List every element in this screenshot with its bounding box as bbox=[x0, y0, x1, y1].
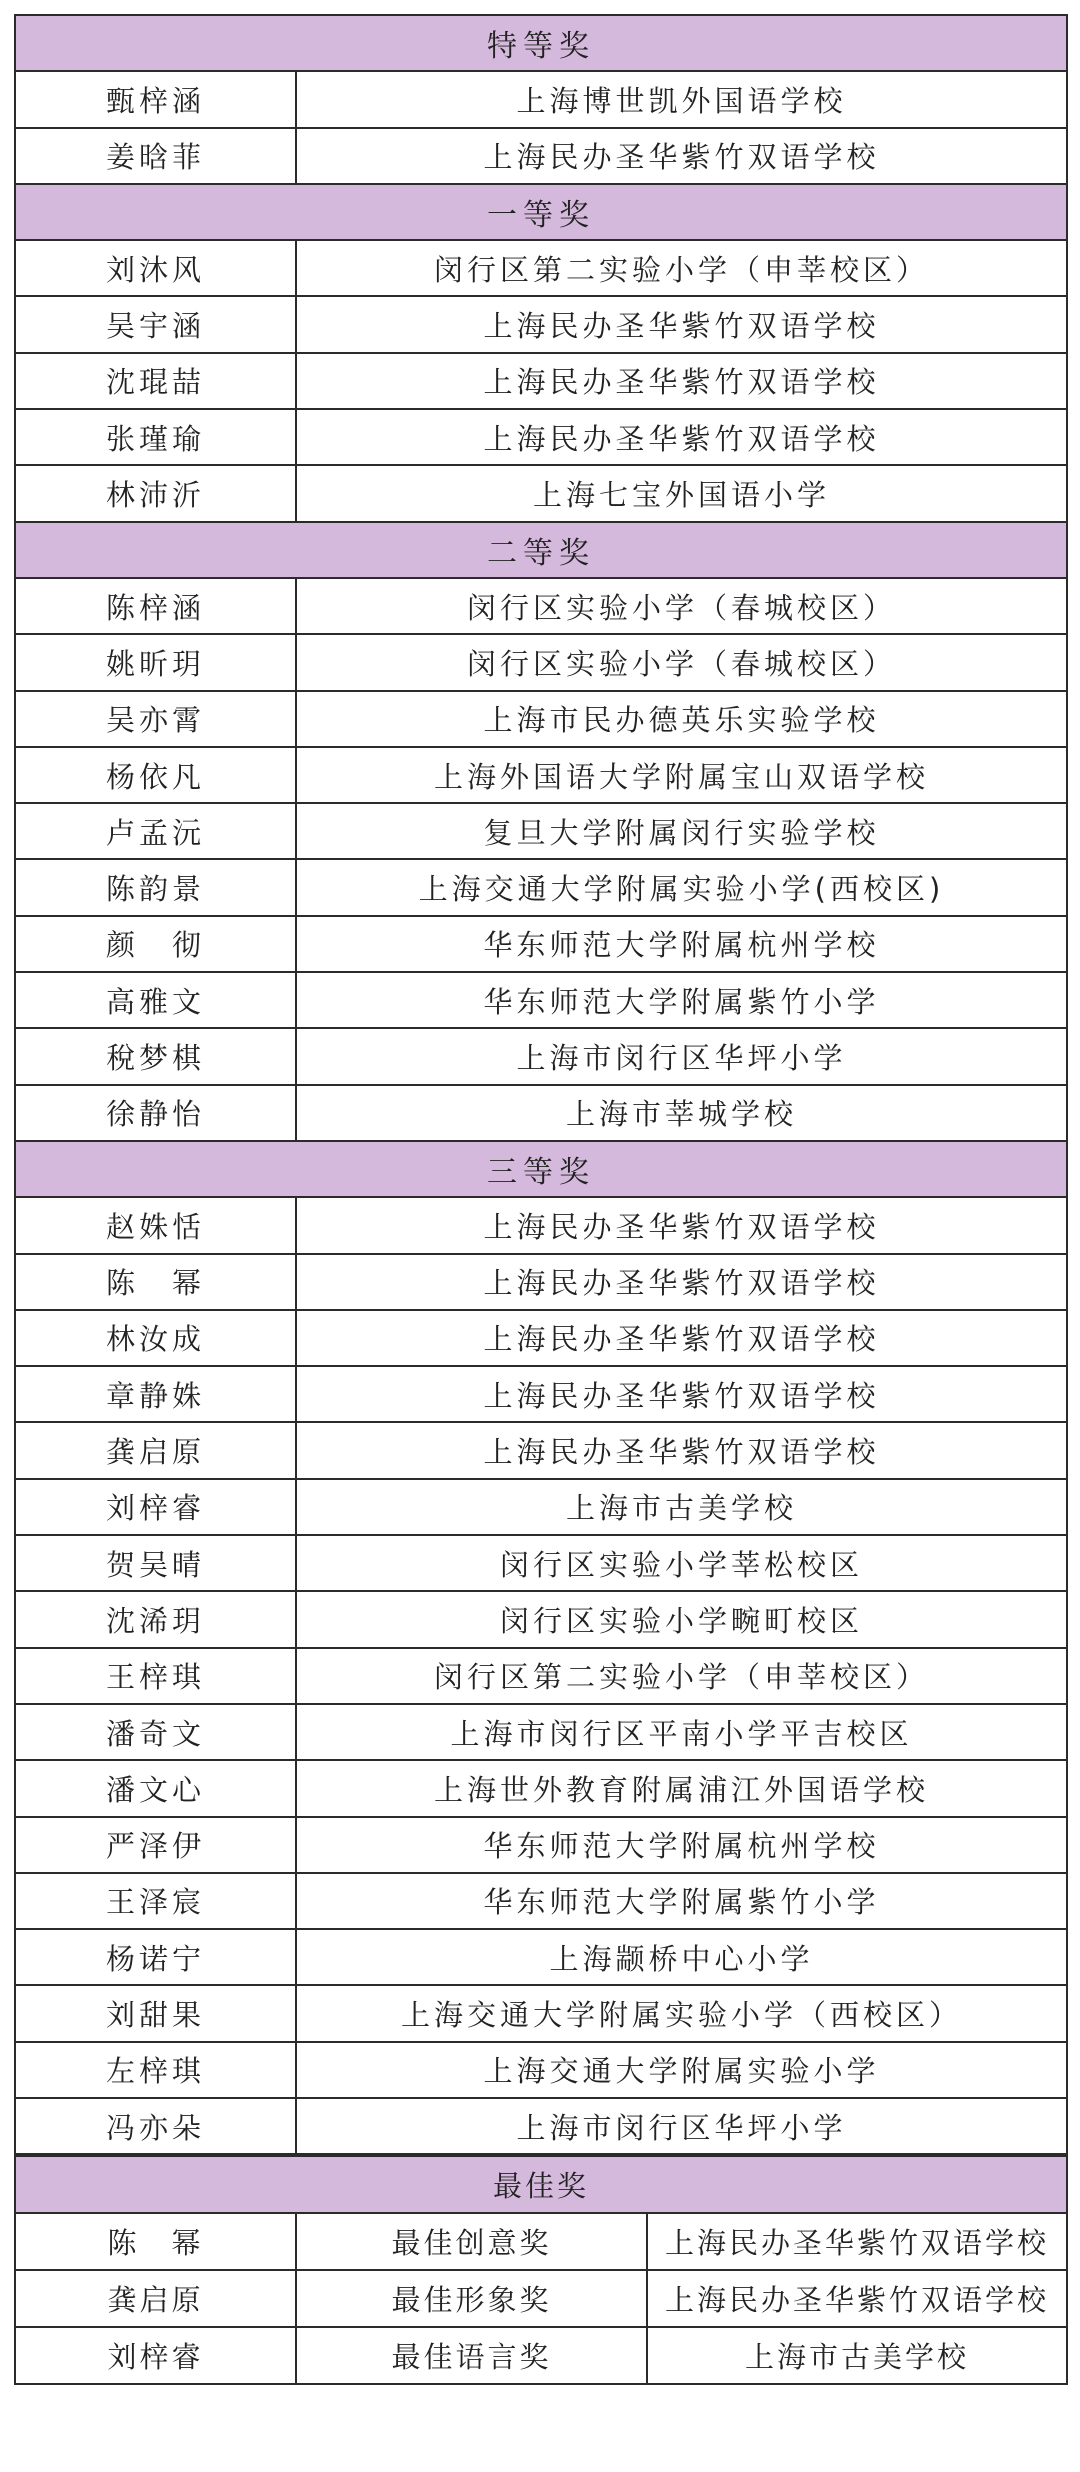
student-name: 龚启原 bbox=[15, 2270, 296, 2327]
student-name: 陈 幂 bbox=[15, 2213, 296, 2270]
section-header-best bbox=[15, 2156, 1067, 2213]
student-name: 甄梓涵 bbox=[15, 71, 296, 127]
table-row bbox=[15, 296, 1067, 352]
school-name: 上海民办圣华紫竹双语学校 bbox=[647, 2270, 1067, 2327]
school-name: 华东师范大学附属杭州学校 bbox=[296, 916, 1067, 972]
school-name: 上海民办圣华紫竹双语学校 bbox=[296, 353, 1067, 409]
school-name: 闵行区实验小学畹町校区 bbox=[296, 1591, 1067, 1647]
section-title: 三等奖 bbox=[15, 1141, 1067, 1197]
table-row bbox=[15, 1535, 1067, 1591]
student-name: 龚启原 bbox=[15, 1422, 296, 1478]
table-row bbox=[15, 747, 1067, 803]
student-name: 高雅文 bbox=[15, 972, 296, 1028]
award-name: 最佳形象奖 bbox=[296, 2270, 647, 2327]
school-name: 上海交通大学附属实验小学 bbox=[296, 2042, 1067, 2098]
table-row bbox=[15, 1310, 1067, 1366]
school-name: 闵行区第二实验小学（申莘校区） bbox=[296, 1648, 1067, 1704]
table-row bbox=[15, 1085, 1067, 1141]
section-title: 一等奖 bbox=[15, 184, 1067, 240]
student-name: 刘甜果 bbox=[15, 1985, 296, 2041]
table-row bbox=[15, 1479, 1067, 1535]
table-row bbox=[15, 1254, 1067, 1310]
table-row bbox=[15, 1648, 1067, 1704]
table-row bbox=[15, 2213, 1067, 2270]
school-name: 上海世外教育附属浦江外国语学校 bbox=[296, 1760, 1067, 1816]
section-header bbox=[15, 184, 1067, 240]
student-name: 林沛沂 bbox=[15, 465, 296, 521]
table-row bbox=[15, 859, 1067, 915]
school-name: 上海颛桥中心小学 bbox=[296, 1929, 1067, 1985]
school-name: 上海外国语大学附属宝山双语学校 bbox=[296, 747, 1067, 803]
school-name: 上海民办圣华紫竹双语学校 bbox=[647, 2213, 1067, 2270]
school-name: 上海市民办德英乐实验学校 bbox=[296, 691, 1067, 747]
student-name: 林汝成 bbox=[15, 1310, 296, 1366]
table-row bbox=[15, 1197, 1067, 1253]
table-row bbox=[15, 128, 1067, 184]
table-row bbox=[15, 578, 1067, 634]
school-name: 上海民办圣华紫竹双语学校 bbox=[296, 1366, 1067, 1422]
student-name: 赵姝恬 bbox=[15, 1197, 296, 1253]
school-name: 闵行区实验小学莘松校区 bbox=[296, 1535, 1067, 1591]
table-row bbox=[15, 1760, 1067, 1816]
school-name: 上海市闵行区华坪小学 bbox=[296, 1028, 1067, 1084]
table-row bbox=[15, 2098, 1067, 2154]
student-name: 刘沐风 bbox=[15, 240, 296, 296]
table-row bbox=[15, 353, 1067, 409]
student-name: 严泽伊 bbox=[15, 1817, 296, 1873]
section-header bbox=[15, 15, 1067, 71]
student-name: 卢孟沅 bbox=[15, 803, 296, 859]
table-row bbox=[15, 972, 1067, 1028]
school-name: 上海民办圣华紫竹双语学校 bbox=[296, 296, 1067, 352]
award-name: 最佳语言奖 bbox=[296, 2327, 647, 2384]
student-name: 王泽宸 bbox=[15, 1873, 296, 1929]
school-name: 上海博世凯外国语学校 bbox=[296, 71, 1067, 127]
student-name: 陈 幂 bbox=[15, 1254, 296, 1310]
table-row bbox=[15, 1422, 1067, 1478]
table-row bbox=[15, 916, 1067, 972]
school-name: 上海市闵行区华坪小学 bbox=[296, 2098, 1067, 2154]
student-name: 杨诺宁 bbox=[15, 1929, 296, 1985]
school-name: 闵行区第二实验小学（申莘校区） bbox=[296, 240, 1067, 296]
school-name: 上海市闵行区平南小学平吉校区 bbox=[296, 1704, 1067, 1760]
school-name: 上海交通大学附属实验小学（西校区） bbox=[296, 1985, 1067, 2041]
table-row bbox=[15, 1366, 1067, 1422]
school-name: 上海民办圣华紫竹双语学校 bbox=[296, 1254, 1067, 1310]
student-name: 张瑾瑜 bbox=[15, 409, 296, 465]
table-row bbox=[15, 240, 1067, 296]
school-name: 华东师范大学附属紫竹小学 bbox=[296, 972, 1067, 1028]
table-row bbox=[15, 1985, 1067, 2041]
student-name: 章静姝 bbox=[15, 1366, 296, 1422]
student-name: 贺吴晴 bbox=[15, 1535, 296, 1591]
school-name: 华东师范大学附属杭州学校 bbox=[296, 1817, 1067, 1873]
student-name: 王梓琪 bbox=[15, 1648, 296, 1704]
student-name: 徐静怡 bbox=[15, 1085, 296, 1141]
student-name: 沈浠玥 bbox=[15, 1591, 296, 1647]
school-name: 上海市古美学校 bbox=[296, 1479, 1067, 1535]
section-header bbox=[15, 1141, 1067, 1197]
table-row bbox=[15, 2327, 1067, 2384]
student-name: 陈韵景 bbox=[15, 859, 296, 915]
table-row bbox=[15, 634, 1067, 690]
table-row bbox=[15, 465, 1067, 521]
student-name: 吴宇涵 bbox=[15, 296, 296, 352]
section-title: 二等奖 bbox=[15, 522, 1067, 578]
table-row bbox=[15, 2042, 1067, 2098]
table-row bbox=[15, 803, 1067, 859]
table-row bbox=[15, 1817, 1067, 1873]
student-name: 沈琨喆 bbox=[15, 353, 296, 409]
student-name: 刘梓睿 bbox=[15, 1479, 296, 1535]
section-title: 最佳奖 bbox=[15, 2156, 1067, 2213]
school-name: 上海民办圣华紫竹双语学校 bbox=[296, 1310, 1067, 1366]
table-row bbox=[15, 71, 1067, 127]
school-name: 闵行区实验小学（春城校区） bbox=[296, 634, 1067, 690]
table-row bbox=[15, 1591, 1067, 1647]
table-row bbox=[15, 1929, 1067, 1985]
school-name: 华东师范大学附属紫竹小学 bbox=[296, 1873, 1067, 1929]
school-name: 上海市莘城学校 bbox=[296, 1085, 1067, 1141]
student-name: 左梓琪 bbox=[15, 2042, 296, 2098]
section-header bbox=[15, 522, 1067, 578]
student-name: 潘文心 bbox=[15, 1760, 296, 1816]
table-row bbox=[15, 1704, 1067, 1760]
school-name: 上海民办圣华紫竹双语学校 bbox=[296, 1197, 1067, 1253]
table-row bbox=[15, 2270, 1067, 2327]
table-row bbox=[15, 1028, 1067, 1084]
student-name: 杨依凡 bbox=[15, 747, 296, 803]
school-name: 上海民办圣华紫竹双语学校 bbox=[296, 128, 1067, 184]
student-name: 冯亦朵 bbox=[15, 2098, 296, 2154]
table-row bbox=[15, 1873, 1067, 1929]
table-row bbox=[15, 691, 1067, 747]
section-title: 特等奖 bbox=[15, 15, 1067, 71]
table-row bbox=[15, 409, 1067, 465]
school-name: 上海市古美学校 bbox=[647, 2327, 1067, 2384]
student-name: 刘梓睿 bbox=[15, 2327, 296, 2384]
school-name: 上海交通大学附属实验小学(西校区) bbox=[296, 859, 1067, 915]
school-name: 上海民办圣华紫竹双语学校 bbox=[296, 1422, 1067, 1478]
award-list bbox=[14, 14, 1066, 2385]
best-award-table bbox=[14, 2155, 1068, 2385]
student-name: 陈梓涵 bbox=[15, 578, 296, 634]
award-name: 最佳创意奖 bbox=[296, 2213, 647, 2270]
student-name: 姜晗菲 bbox=[15, 128, 296, 184]
student-name: 潘奇文 bbox=[15, 1704, 296, 1760]
award-table bbox=[14, 14, 1068, 2155]
school-name: 复旦大学附属闵行实验学校 bbox=[296, 803, 1067, 859]
student-name: 吴亦霄 bbox=[15, 691, 296, 747]
school-name: 上海民办圣华紫竹双语学校 bbox=[296, 409, 1067, 465]
student-name: 稅梦棋 bbox=[15, 1028, 296, 1084]
school-name: 闵行区实验小学（春城校区） bbox=[296, 578, 1067, 634]
school-name: 上海七宝外国语小学 bbox=[296, 465, 1067, 521]
student-name: 姚昕玥 bbox=[15, 634, 296, 690]
student-name: 颜 彻 bbox=[15, 916, 296, 972]
